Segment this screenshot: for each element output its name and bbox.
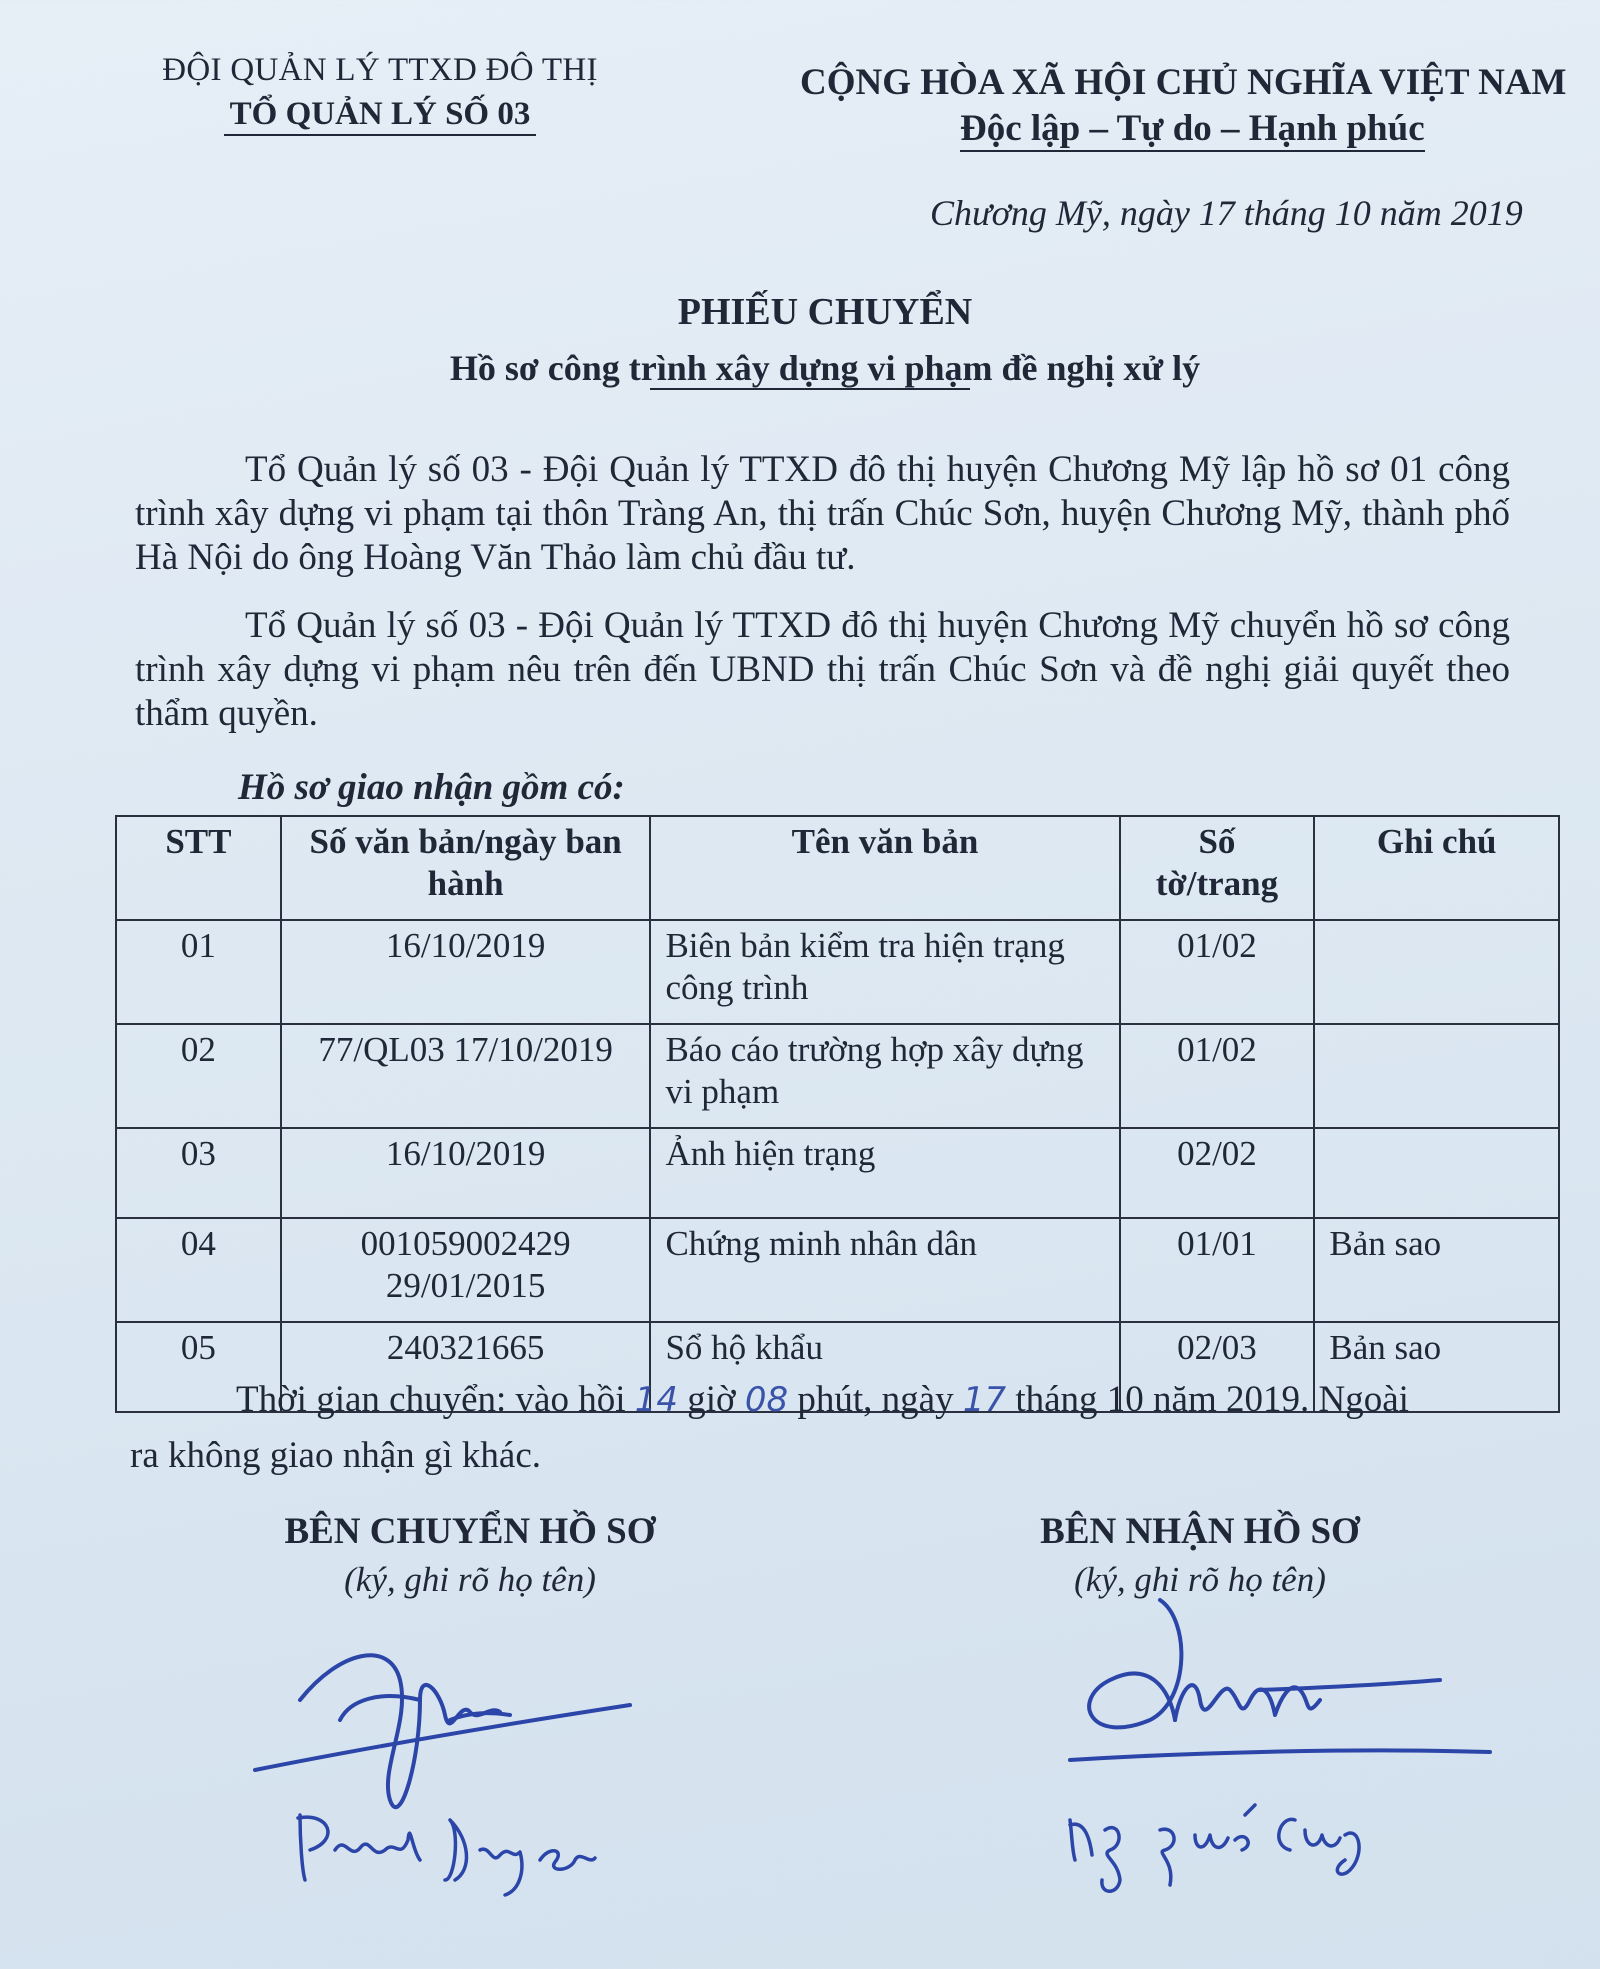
- col-header-name: Tên văn bản: [650, 816, 1119, 920]
- place-date: Chương Mỹ, ngày 17 tháng 10 năm 2019: [930, 193, 1523, 233]
- list-title: Hồ sơ giao nhận gồm có:: [238, 767, 625, 808]
- cell-stt: 02: [116, 1024, 281, 1128]
- org-unit: TỔ QUẢN LÝ SỐ 03: [224, 94, 537, 136]
- transfer-time-prefix: Thời gian chuyển: vào hồi: [236, 1379, 626, 1420]
- handwritten-day: 17: [962, 1380, 1007, 1420]
- cell-stt: 01: [116, 920, 281, 1024]
- sender-name-handwriting: [298, 1815, 595, 1895]
- cell-name: Chứng minh nhân dân: [650, 1218, 1119, 1322]
- col-header-number-date: Số văn bản/ngày ban hành: [281, 816, 651, 920]
- cell-name: Biên bản kiểm tra hiện trạng công trình: [650, 920, 1119, 1024]
- cell-number-date: 240321665: [281, 1322, 651, 1412]
- cell-number-date: 16/10/2019: [281, 920, 651, 1024]
- cell-stt: 05: [116, 1322, 281, 1412]
- cell-pages: 02/03: [1120, 1322, 1315, 1412]
- cell-pages: 01/01: [1120, 1218, 1315, 1322]
- cell-name: Sổ hộ khẩu: [650, 1322, 1119, 1412]
- cell-number-date: 77/QL03 17/10/2019: [281, 1024, 651, 1128]
- col-header-stt: STT: [116, 816, 281, 920]
- paragraph-2: Tổ Quản lý số 03 - Đội Quản lý TTXD đô thị huyện Chương Mỹ chuyển hồ sơ công trình xây dựng vi phạm nêu trên đến UBND thị trấn Chúc Sơn và đề nghị giải quyết theo thẩm quyền.: [135, 605, 1510, 734]
- cell-note: Bản sao: [1314, 1218, 1559, 1322]
- cell-number-date: 001059002429 29/01/2015: [281, 1218, 651, 1322]
- cell-number-date: 16/10/2019: [281, 1128, 651, 1218]
- transfer-time-suffix: tháng 10 năm 2019. Ngoài: [1015, 1379, 1409, 1420]
- cell-stt: 04: [116, 1218, 281, 1322]
- cell-name: Ảnh hiện trạng: [650, 1128, 1119, 1218]
- cell-pages: 01/02: [1120, 920, 1315, 1024]
- cell-pages: 01/02: [1120, 1024, 1315, 1128]
- cell-stt: 03: [116, 1128, 281, 1218]
- col-header-pages: Số tờ/trang: [1120, 816, 1315, 920]
- receiver-note: (ký, ghi rõ họ tên): [1074, 1560, 1326, 1599]
- document-title: PHIẾU CHUYỂN: [677, 291, 973, 333]
- nation-motto: Độc lập – Tự do – Hạnh phúc: [960, 108, 1425, 152]
- minute-unit: phút, ngày: [797, 1379, 954, 1420]
- document-subtitle: Hồ sơ công trình xây dựng vi phạm đề nghị xử lý: [449, 348, 1201, 388]
- sender-note: (ký, ghi rõ họ tên): [344, 1560, 596, 1599]
- receiver-name-handwriting: [1070, 1805, 1359, 1891]
- handwritten-hour: 14: [634, 1380, 678, 1420]
- handwritten-minute: 08: [744, 1380, 789, 1420]
- cell-pages: 02/02: [1120, 1128, 1315, 1218]
- sender-title: BÊN CHUYỂN HỒ SƠ: [284, 1511, 656, 1552]
- cell-name: Báo cáo trường hợp xây dựng vi phạm: [650, 1024, 1119, 1128]
- receiver-title: BÊN NHẬN HỒ SƠ: [1040, 1511, 1360, 1552]
- paragraph-1: Tổ Quản lý số 03 - Đội Quản lý TTXD đô thị huyện Chương Mỹ lập hồ sơ 01 công trình xây dựng vi phạm tại thôn Tràng An, thị trấn Chúc Sơn, huyện Chương Mỹ, thành phố Hà Nội do ông Hoàng Văn Thảo làm chủ đầu tư.: [135, 449, 1510, 578]
- org-name: ĐỘI QUẢN LÝ TTXD ĐÔ THỊ: [162, 52, 598, 88]
- nation-name: CỘNG HÒA XÃ HỘI CHỦ NGHĨA VIỆT NAM: [800, 62, 1567, 103]
- cell-note: Bản sao: [1314, 1322, 1559, 1412]
- hour-unit: giờ: [687, 1379, 736, 1420]
- sender-signature: [255, 1655, 630, 1807]
- col-header-note: Ghi chú: [1314, 816, 1559, 920]
- receiver-signature: [1070, 1600, 1490, 1760]
- transfer-time-line-2: ra không giao nhận gì khác.: [130, 1435, 541, 1476]
